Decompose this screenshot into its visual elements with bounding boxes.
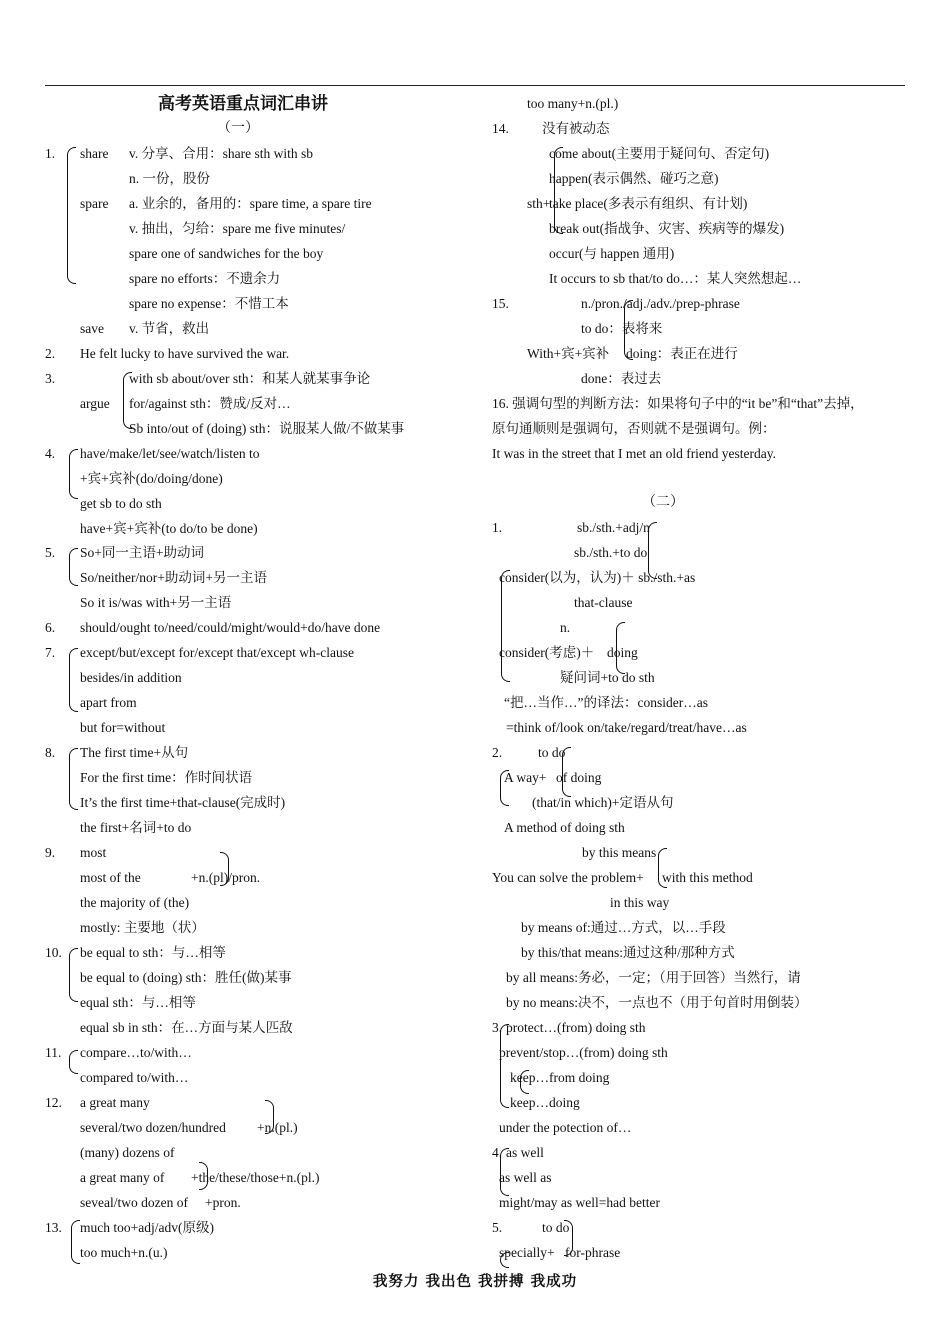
item-number: 2. <box>45 346 56 361</box>
word-share: share <box>80 146 109 161</box>
so-same-subject: So+同一主语+助动词 <box>80 545 204 560</box>
argue-with: with sb about/over sth：和某人就某事争论 <box>129 371 371 386</box>
save-definition: v. 节省，救出 <box>129 321 210 336</box>
most: most <box>80 845 107 860</box>
brace <box>67 147 76 284</box>
so-it-is-with: So it is/was with+另一主语 <box>80 595 232 610</box>
apart-from: apart from <box>80 695 137 710</box>
causative-verbs: have/make/let/see/watch/listen to <box>80 446 260 461</box>
item-number: 5. <box>45 545 56 560</box>
protect-from: protect…(from) doing sth <box>506 1020 646 1035</box>
specially-for-phrase: for-phrase <box>565 1245 621 1260</box>
spare-no-expense: spare no expense：不惜工本 <box>129 296 289 311</box>
so-neither-nor: So/neither/nor+助动词+另一主语 <box>80 570 267 585</box>
consider-as-translation: “把…当作…”的译法：consider…as <box>504 695 708 710</box>
too-many: too many+n.(pl.) <box>527 96 619 111</box>
item-number: 8. <box>45 745 56 760</box>
item-number: 10. <box>45 945 62 960</box>
except-forms: except/but/except for/except that/except wh-clause <box>80 645 354 660</box>
item-number: 4. <box>45 446 56 461</box>
consider-think-about: consider(考虑)＋ <box>499 645 595 660</box>
emphasis-rule-line1: 16. 强调句型的判断方法：如果将句子中的“it be”和“that”去掉， <box>492 396 864 411</box>
part-two-heading: （二） <box>642 495 684 510</box>
item-number: 15. <box>492 296 509 311</box>
in-this-way: in this way <box>610 895 670 910</box>
item-number: 6. <box>45 620 56 635</box>
brace <box>500 1252 509 1268</box>
dozens-of: (many) dozens of <box>80 1145 175 1160</box>
with-to-do: to do：表将来 <box>581 321 663 336</box>
come-about: come about(主要用于疑问句、否定句) <box>549 146 770 161</box>
way-attributive-clause: (that/in which)+定语从句 <box>532 795 674 810</box>
spare-verb: v. 抽出，匀给：spare me five minutes/ <box>129 221 346 236</box>
brace <box>69 948 78 1002</box>
besides: besides/in addition <box>80 670 182 685</box>
argue-into-out-of: Sb into/out of (doing) sth：说服某人做/不做某事 <box>129 421 405 436</box>
under-the-protection: under the potection of… <box>499 1120 632 1135</box>
item-number: 9. <box>45 845 56 860</box>
its-the-first-time: It’s the first time+that-clause(完成时) <box>80 795 286 810</box>
way-of-doing: of doing <box>556 770 602 785</box>
item-number: 11. <box>45 1045 62 1060</box>
might-as-well: might/may as well=had better <box>499 1195 660 1210</box>
by-all-means: by all means:务必，一定；（用于回答）当然行，请 <box>506 970 801 985</box>
brace <box>71 1220 80 1264</box>
by-this-that-means: by this/that means:通过这种/那种方式 <box>521 945 735 960</box>
break-out: break out(指战争、灾害、疾病等的爆发) <box>549 221 785 236</box>
occur: occur(与 happen 通用) <box>549 246 675 261</box>
consider-that-clause: that-clause <box>574 595 633 610</box>
footer-motto: 我努力 我出色 我拼搏 我成功 <box>372 1274 578 1290</box>
item-number: 5. <box>492 1220 503 1235</box>
spare-example: spare one of sandwiches for the boy <box>129 246 324 261</box>
get-sb-to-do: get sb to do sth <box>80 496 162 511</box>
item-number: 3. <box>492 1020 503 1035</box>
equal-to-sth: be equal to sth：与…相等 <box>80 945 226 960</box>
page-title: 高考英语重点词汇串讲 <box>158 94 328 114</box>
way-to-do: to do <box>538 745 566 760</box>
consider-doing: doing <box>607 645 638 660</box>
equal-to-doing: be equal to (doing) sth：胜任(做)某事 <box>80 970 292 985</box>
several-dozen-of: seveal/two dozen of <box>80 1195 188 1210</box>
modal-verbs: should/ought to/need/could/might/would+do/have done <box>80 620 381 635</box>
brace <box>500 770 509 806</box>
too-much: too much+n.(u.) <box>80 1245 168 1260</box>
as-well-as: as well as <box>499 1170 552 1185</box>
item-number: 14. <box>492 121 509 136</box>
much-too: much too+adj/adv(原级) <box>80 1220 214 1235</box>
solve-the-problem: You can solve the problem+ <box>492 870 644 885</box>
argue-for-against: for/against sth：赞成/反对… <box>129 396 291 411</box>
compare-to-with: compare…to/with… <box>80 1045 192 1060</box>
have-complement: have+宾+宾补(to do/to be done) <box>80 521 258 536</box>
with-object-complement: With+宾+宾补 <box>527 346 610 361</box>
several-dozen-hundred: several/two dozen/hundred <box>80 1120 226 1135</box>
sentence-survived: He felt lucky to have survived the war. <box>80 346 290 361</box>
consider-noun: n. <box>560 620 571 635</box>
emphasis-example: It was in the street that I met an old friend yesterday. <box>492 446 777 461</box>
mostly: mostly: 主要地（状） <box>80 920 205 935</box>
consider-adj-n: sb./sth.+adj/n <box>577 520 650 535</box>
spare-no-efforts: spare no efforts：不遗余力 <box>129 271 281 286</box>
as-well: as well <box>506 1145 544 1160</box>
plural-noun-complement: +n.(pl.) <box>257 1120 298 1135</box>
brace <box>69 449 78 499</box>
happen: happen(表示偶然、碰巧之意) <box>549 171 719 186</box>
pronoun-complement: +pron. <box>205 1195 241 1210</box>
item-number: 12. <box>45 1095 62 1110</box>
specially-to-do: to do <box>542 1220 570 1235</box>
item-number: 1. <box>492 520 503 535</box>
with-doing: doing：表正在进行 <box>626 346 738 361</box>
a-way-plus: A way+ <box>504 770 547 785</box>
with-this-method: with this method <box>662 870 753 885</box>
consider-as: consider(以为，认为)＋ sb./sth.+as <box>499 570 696 585</box>
no-passive-note: 没有被动态 <box>542 121 610 136</box>
share-noun: n. 一份，股份 <box>129 171 210 186</box>
the-first-to-do: the first+名词+to do <box>80 820 192 835</box>
first-time-clause: The first time+从句 <box>80 745 189 760</box>
a-great-many: a great many <box>80 1095 150 1110</box>
take-place: take place(多表示有组织、有计划) <box>549 196 748 211</box>
equal-sth: equal sth：与…相等 <box>80 995 196 1010</box>
method-of-doing: A method of doing sth <box>504 820 625 835</box>
by-means-of: by means of:通过…方式，以…手段 <box>521 920 726 935</box>
word-spare: spare <box>80 196 109 211</box>
with-done: done：表过去 <box>581 371 662 386</box>
determiner-complement: +the/these/those+n.(pl.) <box>191 1170 320 1185</box>
keep-from-doing: keep…from doing <box>510 1070 610 1085</box>
item-number: 4. <box>492 1145 503 1160</box>
equal-sb-in-sth: equal sb in sth：在…方面与某人匹敌 <box>80 1020 293 1035</box>
it-occurs-to: It occurs to sb that/to do…：某人突然想起… <box>549 271 802 286</box>
item-number: 2. <box>492 745 503 760</box>
brace <box>69 648 78 712</box>
with-complement-types: n./pron./adj./adv./prep-phrase <box>581 296 740 311</box>
item-number: 7. <box>45 645 56 660</box>
for-the-first-time: For the first time：作时间状语 <box>80 770 253 785</box>
majority-of: the majority of (the) <box>80 895 190 910</box>
by-this-means: by this means <box>582 845 657 860</box>
spare-adjective: a. 业余的，备用的：spare time, a spare tire <box>129 196 372 211</box>
item-number: 3. <box>45 371 56 386</box>
but-for: but for=without <box>80 720 166 735</box>
by-no-means: by no means:决不，一点也不（用于句首时用倒装） <box>506 995 808 1010</box>
word-argue: argue <box>80 396 110 411</box>
part-one-heading: （一） <box>217 121 259 136</box>
consider-wh-to-do: 疑问词+to do sth <box>560 670 655 685</box>
prevent-stop-from: prevent/stop…(from) doing sth <box>499 1045 668 1060</box>
item-number: 1. <box>45 146 56 161</box>
keep-doing: keep…doing <box>510 1095 580 1110</box>
causative-complement: +宾+宾补(do/doing/done) <box>80 471 223 486</box>
top-rule <box>45 85 905 86</box>
brace <box>69 548 78 586</box>
emphasis-rule-line2: 原句通顺则是强调句，否则就不是强调句。例： <box>492 421 776 436</box>
a-great-many-of: a great many of <box>80 1170 165 1185</box>
brace <box>69 748 78 810</box>
consider-to-do: sb./sth.+to do <box>574 545 648 560</box>
item-number: 13. <box>45 1220 62 1235</box>
most-of-the: most of the <box>80 870 141 885</box>
sth-plus: sth+ <box>527 196 551 211</box>
share-definition: v. 分享、合用：share sth with sb <box>129 146 313 161</box>
specially-plus: specially+ <box>499 1245 555 1260</box>
brace <box>69 1050 78 1074</box>
consider-as-synonyms: =think of/look on/take/regard/treat/have…as <box>506 720 747 735</box>
compared-to-with: compared to/with… <box>80 1070 189 1085</box>
word-save: save <box>80 321 104 336</box>
most-of-the-complement: +n.(pl)/pron. <box>191 870 261 885</box>
